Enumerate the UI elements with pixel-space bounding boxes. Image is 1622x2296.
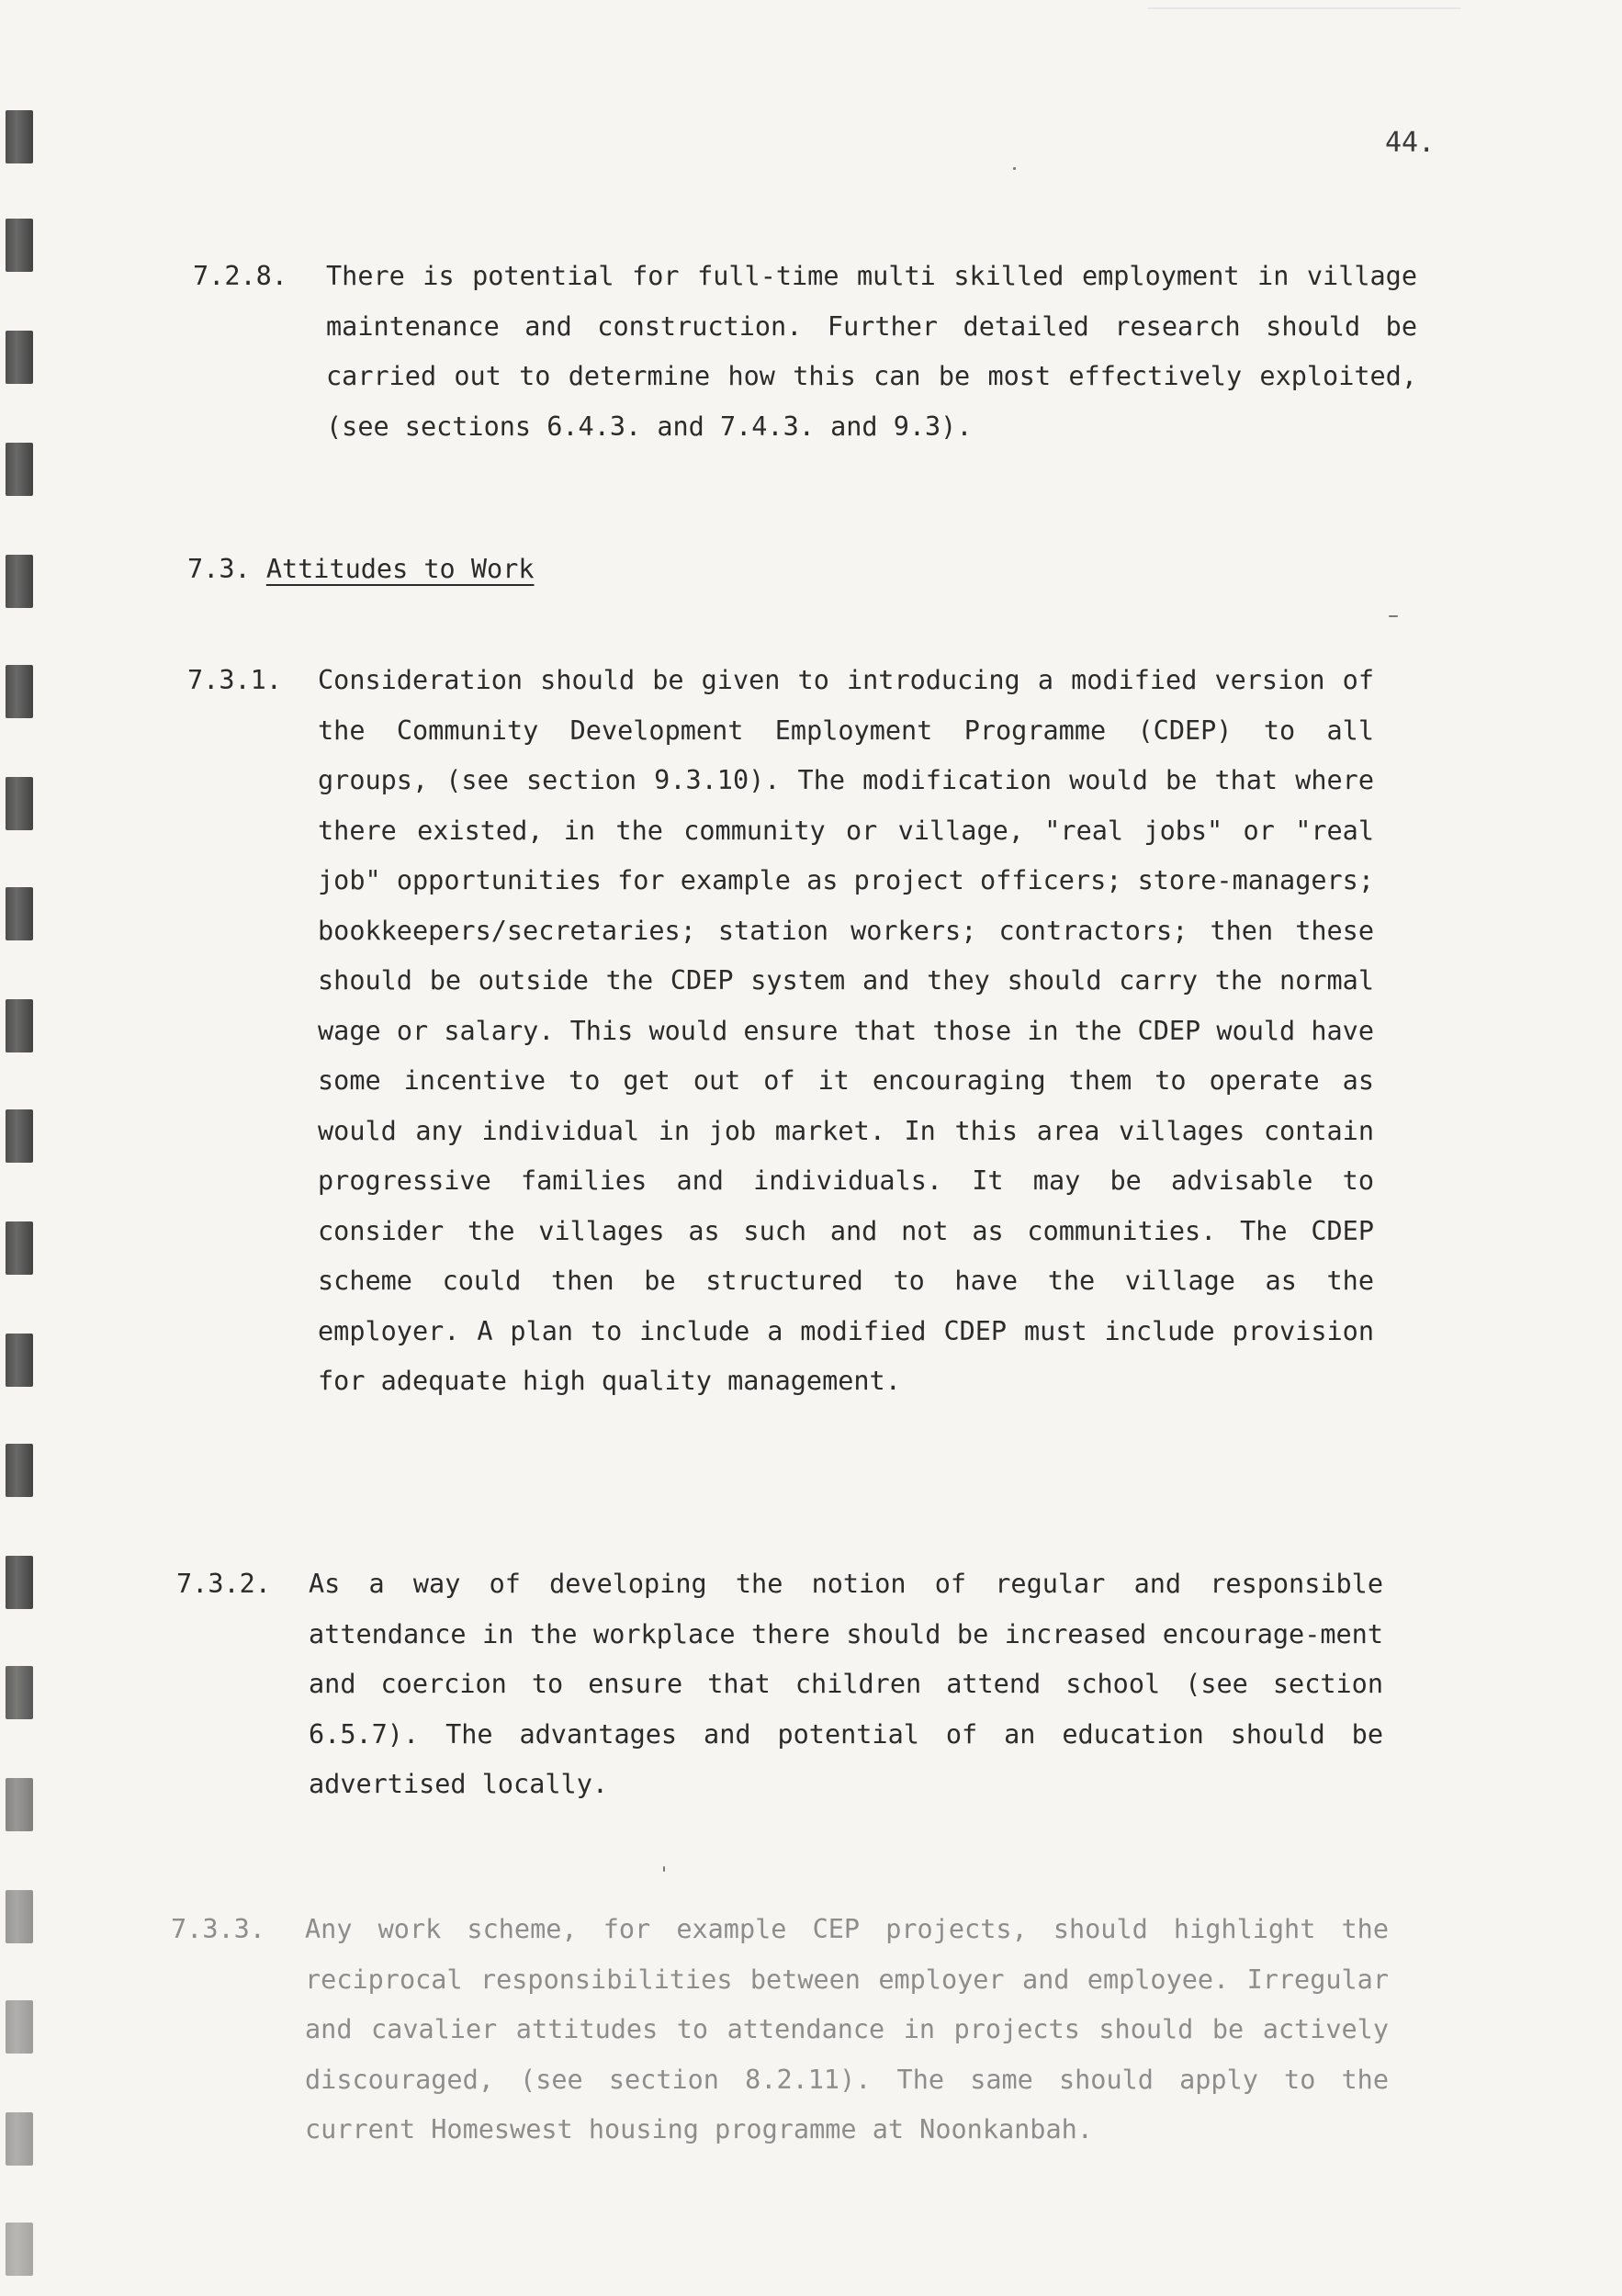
- binding-hole: [6, 110, 33, 163]
- paragraph-number: 7.2.8.: [193, 261, 287, 291]
- binding-hole: [6, 2223, 33, 2276]
- binding-hole: [6, 887, 33, 940]
- binding-hole: [6, 665, 33, 718]
- scan-speck: [1013, 167, 1016, 170]
- paragraph-text: There is potential for full-time multi skilled employment in village maintenance and construction. Further detailed research should be carried out to determine how this can be most effectively exploited, (see sections 6.4.3. and 7.4.3. and 9.3).: [326, 261, 1417, 442]
- binding-hole: [6, 2112, 33, 2166]
- paragraph-number: 7.3.2.: [176, 1569, 271, 1599]
- binding-hole: [6, 1334, 33, 1387]
- binding-hole: [6, 1444, 33, 1497]
- binding-hole: [6, 219, 33, 272]
- binding-hole: [6, 555, 33, 608]
- paragraph-text: As a way of developing the notion of regular and responsible attendance in the workplace there should be increased encourage-ment and coercion to ensure that children attend school (see section 6.5.7). The advantages and potential of an education should be advertised locally.: [309, 1569, 1383, 1799]
- binding-hole: [6, 1666, 33, 1719]
- paragraph-text: Any work scheme, for example CEP projects, should highlight the reciprocal responsibilities between employer and employee. Irregular and cavalier attitudes to attendance in projects should be actively discouraged, (see section 8.2.11). The same should apply to the current Homeswest housing programme at Noonkanbah.: [305, 1914, 1389, 2144]
- binding-hole: [6, 443, 33, 496]
- scan-speck: [663, 1866, 665, 1872]
- section-heading: [187, 554, 535, 584]
- binding-hole: [6, 999, 33, 1052]
- binding-hole: [6, 331, 33, 384]
- binding-holes: [0, 0, 64, 2296]
- heading-title: Attitudes to Work: [265, 554, 535, 584]
- paragraph-number: 7.3.3.: [171, 1914, 265, 1944]
- scan-speck: [1389, 615, 1398, 617]
- binding-hole: [6, 1556, 33, 1609]
- paragraph-text: Consideration should be given to introducing a modified version of the Community Development Employment Programme (CDEP) to all groups, (see section 9.3.10). The modification would be that where there existed, in the community or village, "real jobs" or "real job" opportunities for example as project officers; store-managers; bookkeepers/secretaries; station workers; contractors; then these should be outside the CDEP system and they should carry the normal wage or salary. This would ensure that those in the CDEP would have some incentive to get out of it encouraging them to operate as would any individual in job market. In this area villages contain progressive families and individuals. It may be advisable to consider the villages as such and not as communities. The CDEP scheme could then be structured to have the village as the employer. A plan to include a modified CDEP must include provision for adequate high quality management.: [318, 665, 1374, 1396]
- paragraph-number: 7.3.1.: [187, 665, 282, 695]
- binding-hole: [6, 1778, 33, 1831]
- binding-hole: [6, 2000, 33, 2054]
- binding-hole: [6, 777, 33, 830]
- page-number: 44.: [1385, 127, 1436, 159]
- heading-number: 7.3.: [187, 554, 251, 584]
- binding-hole: [6, 1221, 33, 1275]
- binding-hole: [6, 1890, 33, 1943]
- binding-hole: [6, 1109, 33, 1163]
- scan-edge-line: [1148, 7, 1460, 9]
